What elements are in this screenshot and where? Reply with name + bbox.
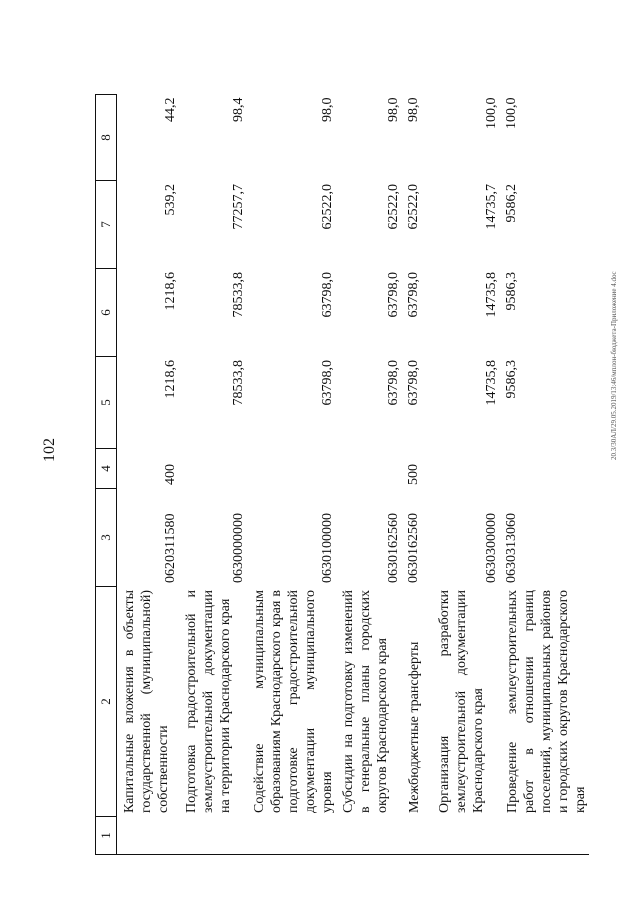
cell-col7: 62522,0 [405, 184, 421, 230]
cell-type: 500 [405, 464, 421, 485]
cell-col7: 14735,7 [483, 184, 499, 230]
cell-blank [432, 817, 500, 855]
cell-col6: 78533,8 [230, 272, 246, 318]
table-row [402, 95, 432, 855]
cell-col6: 63798,0 [405, 272, 421, 318]
header-col-4: 4 [96, 449, 117, 489]
cell-col5: 9586,3 [503, 360, 519, 399]
cell-col7: 77257,7 [230, 184, 246, 230]
cell-blank [500, 817, 589, 855]
cell-col7: 62522,0 [319, 184, 335, 230]
cell-type [336, 449, 402, 489]
table-row [336, 95, 402, 855]
cell-col6: 1218,6 [162, 272, 178, 311]
cell-code: 0630100000 [319, 513, 335, 583]
cell-blank [336, 817, 402, 855]
cell-code: 0630300000 [483, 513, 499, 583]
cell-name: Проведение землеустроительных работ в отношении границ поселений, муниципальных районов и городских округов Краснодарского края [504, 590, 588, 813]
cell-blank [247, 817, 336, 855]
cell-col8: 98,0 [385, 97, 401, 122]
budget-table [95, 94, 589, 855]
header-col-7: 7 [96, 181, 117, 269]
cell-col5: 63798,0 [319, 360, 335, 406]
cell-col6: 63798,0 [319, 272, 335, 318]
page-number: 102 [41, 438, 58, 462]
header-col-6: 6 [96, 269, 117, 357]
cell-col5: 78533,8 [230, 360, 246, 406]
cell-col6: 9586,3 [503, 272, 519, 311]
cell-type [432, 449, 500, 489]
table-row [247, 95, 336, 855]
cell-col8: 98,0 [405, 97, 421, 122]
cell-col8: 98,4 [230, 97, 246, 122]
cell-type: 400 [162, 464, 178, 485]
header-col-3: 3 [96, 489, 117, 587]
cell-col5: 63798,0 [385, 360, 401, 406]
cell-type [500, 449, 589, 489]
cell-code: 0630162560 [405, 513, 421, 583]
cell-name: Субсидии на подготовку изменений в генеральные планы городских округов Краснодарского края [340, 590, 390, 813]
cell-name: Межбюджетные трансферты [406, 641, 422, 813]
cell-col7: 539,2 [162, 184, 178, 216]
cell-col7: 62522,0 [385, 184, 401, 230]
cell-name: Организация разработки землеустроительной документации Краснодарского края [436, 590, 486, 813]
cell-code: 0630000000 [230, 513, 246, 583]
cell-name: Подготовка градостроительной и землеустроительной документации на территории Краснодарского края [183, 590, 233, 813]
cell-code: 0620311580 [162, 513, 178, 583]
table-header-row [96, 95, 117, 855]
cell-col6: 63798,0 [385, 272, 401, 318]
header-col-2: 2 [96, 587, 117, 817]
header-col-8: 8 [96, 95, 117, 181]
cell-blank [179, 817, 247, 855]
cell-col6: 14735,8 [483, 272, 499, 318]
rotated-table-region [95, 95, 605, 855]
cell-blank [402, 817, 432, 855]
table-row [179, 95, 247, 855]
table-row [432, 95, 500, 855]
document-path-note: 20.3/30АЛ/29.05.2019/13:46/мплон-бюджета-Приложение 4.doc [610, 271, 618, 460]
cell-col8: 44,2 [162, 97, 178, 122]
table-row [500, 95, 589, 855]
cell-type [247, 449, 336, 489]
cell-col5: 1218,6 [162, 360, 178, 399]
cell-col5: 14735,8 [483, 360, 499, 406]
cell-blank [117, 817, 179, 855]
cell-name: Капитальные вложения в объекты государственной (муниципальной) собственности [122, 590, 171, 813]
cell-code: 0630162560 [385, 513, 401, 583]
cell-col8: 98,0 [319, 97, 335, 122]
table-row [117, 95, 179, 855]
cell-type [179, 449, 247, 489]
cell-col8: 100,0 [503, 97, 519, 129]
cell-name: Содействие муниципальным образованиям Краснодарского края в подготовке градостроительной документации муниципального уровня [251, 590, 335, 813]
cell-col8: 100,0 [483, 97, 499, 129]
footer-mark [590, 888, 610, 898]
header-col-5: 5 [96, 357, 117, 449]
cell-code: 0630313060 [503, 513, 519, 583]
header-col-1: 1 [96, 817, 117, 855]
cell-col5: 63798,0 [405, 360, 421, 406]
cell-col7: 9586,2 [503, 184, 519, 223]
